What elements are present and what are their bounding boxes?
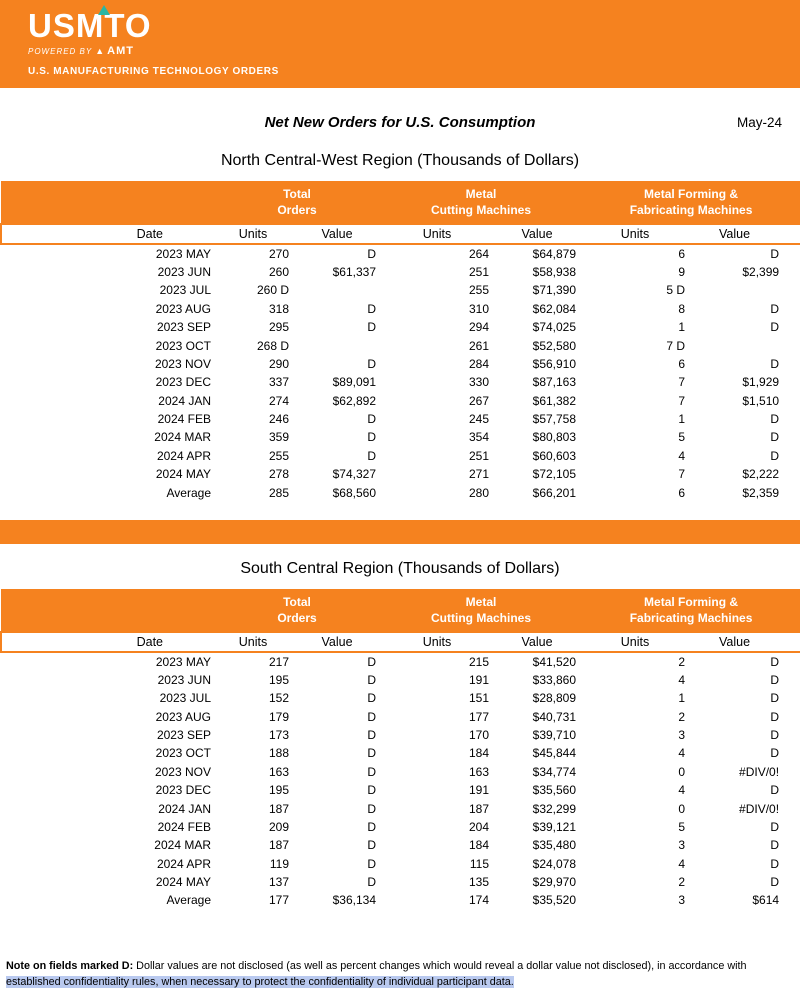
column-header-value: Value: [293, 632, 381, 652]
date-cell: 2024 MAY: [155, 467, 211, 482]
data-cell: D: [770, 247, 780, 262]
data-cell: 152: [268, 691, 289, 706]
group-header-spacer: [1, 181, 213, 224]
south-region-table: [0, 589, 800, 910]
date-cell: 2023 NOV: [154, 356, 211, 371]
table-row: [1, 689, 800, 707]
data-cell: 195: [268, 672, 289, 687]
data-cell: D: [367, 654, 377, 669]
table-row: [1, 318, 800, 336]
data-cell: $29,970: [532, 875, 577, 890]
column-header-value: Value: [293, 224, 381, 244]
data-cell: 294: [468, 320, 490, 335]
region-title-south: South Central Region (Thousands of Dollars): [240, 559, 560, 577]
data-cell: 5 D: [666, 283, 686, 298]
data-cell: $57,758: [532, 412, 577, 427]
data-cell: 330: [468, 375, 490, 390]
group-header-metal-forming: [581, 589, 800, 632]
data-cell: 204: [468, 819, 490, 834]
group-header-total-orders: [213, 181, 381, 224]
table-row: [1, 336, 800, 354]
title-row: [0, 114, 800, 136]
group-header-line: Metal: [465, 594, 497, 609]
data-cell: 318: [268, 301, 289, 316]
data-cell: D: [367, 727, 377, 742]
data-cell: 255: [268, 448, 289, 463]
data-cell: 0: [678, 764, 686, 779]
amt-triangle-icon: ▲: [95, 45, 105, 56]
data-cell: 9: [678, 264, 686, 279]
data-cell: #DIV/0!: [739, 801, 780, 816]
date-cell: 2023 SEP: [156, 727, 211, 742]
data-cell: 6: [678, 247, 686, 262]
data-cell: D: [770, 356, 780, 371]
table-row: [1, 263, 800, 281]
data-cell: $614: [752, 893, 780, 908]
date-cell: 2023 SEP: [156, 320, 211, 335]
data-cell: $1,929: [742, 375, 780, 390]
group-header-line: Metal: [465, 187, 497, 201]
group-header-line: Metal Forming &: [644, 187, 739, 201]
data-cell: 251: [468, 264, 490, 279]
data-cell: D: [770, 301, 780, 316]
data-cell: 268 D: [256, 338, 289, 353]
data-cell: 191: [468, 783, 490, 798]
date-cell: 2023 OCT: [155, 746, 211, 761]
data-cell: 1: [678, 691, 686, 706]
date-cell: 2024 JAN: [158, 393, 211, 408]
table-row: [1, 447, 800, 465]
data-cell: 179: [268, 709, 289, 724]
column-header-units: Units: [581, 224, 689, 244]
group-header-row: [1, 589, 800, 632]
date-cell: 2023 OCT: [155, 338, 211, 353]
data-cell: 7 D: [666, 338, 686, 353]
data-cell: 284: [468, 356, 490, 371]
data-cell: D: [770, 875, 780, 890]
data-cell: D: [367, 764, 377, 779]
data-cell: $40,731: [532, 709, 577, 724]
column-header-date: Date: [1, 632, 213, 652]
date-cell: 2023 MAY: [155, 247, 211, 262]
table-row: [1, 428, 800, 446]
date-cell: 2024 MAR: [154, 430, 211, 445]
data-cell: 115: [469, 856, 490, 871]
data-cell: $89,091: [332, 375, 377, 390]
date-cell: 2023 MAY: [155, 654, 211, 669]
data-cell: 137: [268, 875, 289, 890]
data-cell: D: [367, 746, 377, 761]
column-header-value: Value: [689, 632, 800, 652]
logo-accent-triangle-icon: [98, 5, 110, 15]
data-cell: 174: [468, 893, 490, 908]
data-cell: D: [770, 727, 780, 742]
data-cell: 4: [678, 448, 686, 463]
data-cell: 163: [468, 764, 490, 779]
data-cell: $2,359: [742, 485, 780, 500]
date-cell: 2023 NOV: [154, 764, 211, 779]
data-cell: 119: [269, 856, 289, 871]
data-cell: $72,105: [532, 467, 577, 482]
group-header-line: Fabricating Machines: [629, 203, 753, 218]
column-header-value: Value: [689, 224, 800, 244]
data-cell: D: [770, 691, 780, 706]
data-cell: [293, 281, 381, 299]
date-cell: 2023 JUN: [157, 264, 211, 279]
data-cell: $39,710: [532, 727, 577, 742]
data-cell: [689, 281, 800, 299]
column-header-units: Units: [381, 224, 493, 244]
data-cell: D: [367, 691, 377, 706]
table-row: [1, 392, 800, 410]
date-cell: 2023 JUL: [159, 283, 211, 298]
average-row: [1, 891, 800, 909]
data-cell: #DIV/0!: [739, 764, 780, 779]
data-cell: 215: [468, 654, 490, 669]
header-banner: [0, 0, 800, 88]
column-header-units: Units: [581, 632, 689, 652]
data-cell: $36,134: [332, 893, 377, 908]
data-cell: 8: [678, 301, 686, 316]
group-header-spacer: [1, 589, 213, 632]
date-cell: 2024 FEB: [157, 412, 211, 427]
data-cell: $24,078: [532, 856, 577, 871]
group-header-metal-cutting: [381, 589, 581, 632]
data-cell: $34,774: [532, 764, 577, 779]
data-cell: 195: [268, 783, 289, 798]
data-cell: D: [367, 819, 377, 834]
data-cell: 4: [678, 746, 686, 761]
data-cell: 337: [268, 375, 289, 390]
data-cell: D: [367, 247, 377, 262]
powered-by-label: POWERED BY: [28, 46, 93, 56]
data-cell: 267: [468, 393, 490, 408]
data-cell: $52,580: [532, 338, 577, 353]
date-cell: 2024 JAN: [158, 801, 211, 816]
note-line2-highlighted: established confidentiality rules, when necessary to protect the confidentiality of individual participant data.: [6, 976, 514, 989]
date-cell: 2023 DEC: [155, 375, 211, 390]
data-cell: 0: [678, 801, 686, 816]
data-cell: 217: [268, 654, 289, 669]
column-header-value: Value: [493, 632, 581, 652]
data-cell: D: [770, 819, 780, 834]
data-cell: 274: [268, 393, 289, 408]
group-header-line: Fabricating Machines: [629, 611, 753, 626]
note-line1: Dollar values are not disclosed (as well as percent changes which would reveal a dollar value not disclosed), in accordance with: [133, 959, 747, 972]
data-cell: 191: [468, 672, 490, 687]
data-cell: $87,163: [532, 375, 577, 390]
data-cell: 3: [678, 893, 686, 908]
date-cell: 2024 MAR: [154, 838, 211, 853]
data-cell: 7: [678, 375, 686, 390]
data-cell: D: [367, 448, 377, 463]
column-header-date: Date: [1, 224, 213, 244]
data-cell: $32,299: [532, 801, 577, 816]
data-cell: $1,510: [742, 393, 780, 408]
data-cell: D: [770, 320, 780, 335]
data-cell: 359: [268, 430, 289, 445]
table-row: [1, 652, 800, 670]
data-cell: 264: [468, 247, 490, 262]
data-cell: 187: [468, 801, 490, 816]
data-cell: D: [367, 412, 377, 427]
data-cell: $80,803: [532, 430, 577, 445]
column-header-value: Value: [493, 224, 581, 244]
data-cell: $60,603: [532, 448, 577, 463]
report-title: Net New Orders for U.S. Consumption: [264, 114, 536, 131]
data-cell: 173: [268, 727, 289, 742]
data-cell: $2,399: [742, 264, 780, 279]
usmto-logo-text: USMTO: [28, 7, 152, 44]
date-cell: Average: [166, 485, 211, 500]
data-cell: 5: [678, 819, 686, 834]
group-header-line: Orders: [277, 203, 317, 218]
data-cell: D: [367, 838, 377, 853]
data-cell: D: [367, 709, 377, 724]
group-header-line: Orders: [277, 611, 317, 626]
date-cell: 2024 FEB: [157, 819, 211, 834]
table-row: [1, 465, 800, 483]
data-cell: D: [770, 856, 780, 871]
region-title-north: North Central-West Region (Thousands of Dollars): [220, 152, 580, 169]
data-cell: D: [367, 875, 377, 890]
data-cell: D: [367, 783, 377, 798]
table-row: [1, 281, 800, 299]
data-cell: 260: [268, 264, 289, 279]
data-cell: 3: [678, 838, 686, 853]
data-cell: $35,480: [532, 838, 577, 853]
amt-logo-text: AMT: [107, 45, 134, 57]
data-cell: 135: [468, 875, 490, 890]
date-cell: 2023 DEC: [155, 783, 211, 798]
usmto-logo: [28, 9, 152, 42]
data-cell: $71,390: [532, 283, 577, 298]
group-header-line: Total: [283, 187, 311, 201]
data-cell: 246: [268, 412, 289, 427]
data-cell: D: [770, 672, 780, 687]
column-header-row: [1, 224, 800, 244]
data-cell: 187: [268, 838, 289, 853]
data-cell: D: [770, 448, 780, 463]
data-cell: 184: [468, 746, 490, 761]
table-row: [1, 818, 800, 836]
data-cell: 3: [678, 727, 686, 742]
section-separator-bar: [0, 520, 800, 544]
data-cell: 1: [678, 320, 686, 335]
date-cell: 2023 JUL: [159, 691, 211, 706]
table-row: [1, 671, 800, 689]
data-cell: D: [770, 838, 780, 853]
group-header-metal-cutting: [381, 181, 581, 224]
group-header-line: Cutting Machines: [431, 203, 532, 218]
table-row: [1, 244, 800, 262]
data-cell: $33,860: [532, 672, 577, 687]
table-row: [1, 410, 800, 428]
table-row: [1, 763, 800, 781]
group-header-line: Cutting Machines: [431, 611, 532, 626]
data-cell: [293, 336, 381, 354]
data-cell: $56,910: [532, 356, 577, 371]
table-row: [1, 836, 800, 854]
data-cell: 177: [268, 893, 289, 908]
data-cell: 2: [678, 654, 686, 669]
data-cell: 5: [678, 430, 686, 445]
data-cell: 2: [678, 709, 686, 724]
table-row: [1, 855, 800, 873]
data-cell: $64,879: [532, 247, 577, 262]
data-cell: $35,560: [532, 783, 577, 798]
data-cell: $61,382: [532, 393, 577, 408]
group-header-line: Metal Forming &: [644, 594, 739, 609]
data-cell: 184: [468, 838, 490, 853]
data-cell: $2,222: [742, 467, 780, 482]
data-cell: $61,337: [332, 264, 377, 279]
column-header-units: Units: [213, 632, 293, 652]
table-row: [1, 373, 800, 391]
date-cell: 2023 AUG: [155, 709, 211, 724]
data-cell: $62,892: [332, 393, 377, 408]
data-cell: $45,844: [532, 746, 577, 761]
data-cell: D: [770, 430, 780, 445]
data-cell: 163: [268, 764, 289, 779]
group-header-row: [1, 181, 800, 224]
data-cell: 1: [678, 412, 686, 427]
data-cell: $68,560: [332, 485, 377, 500]
data-cell: 4: [678, 783, 686, 798]
data-cell: 310: [468, 301, 490, 316]
note-lead: Note on fields marked D:: [6, 959, 134, 972]
data-cell: D: [770, 709, 780, 724]
data-cell: 177: [468, 709, 490, 724]
powered-by-amt: [28, 45, 800, 57]
data-cell: 209: [268, 819, 289, 834]
data-cell: $39,121: [532, 819, 577, 834]
data-cell: 187: [268, 801, 289, 816]
south-table-body: [1, 652, 800, 909]
data-cell: 255: [468, 283, 490, 298]
data-cell: 270: [268, 247, 289, 262]
data-cell: 245: [468, 412, 490, 427]
column-header-row: [1, 632, 800, 652]
data-cell: D: [367, 672, 377, 687]
data-cell: D: [367, 301, 377, 316]
column-header-units: Units: [381, 632, 493, 652]
confidentiality-note: [6, 958, 794, 991]
data-cell: D: [770, 654, 780, 669]
data-cell: $41,520: [532, 654, 577, 669]
data-cell: 280: [468, 485, 490, 500]
data-cell: 7: [678, 393, 686, 408]
date-cell: Average: [166, 893, 211, 908]
date-cell: 2023 JUN: [157, 672, 211, 687]
table-row: [1, 726, 800, 744]
data-cell: 354: [468, 430, 490, 445]
north-table-body: [1, 244, 800, 501]
data-cell: D: [770, 783, 780, 798]
data-cell: 285: [268, 485, 289, 500]
date-cell: 2023 AUG: [155, 301, 211, 316]
data-cell: $62,084: [532, 301, 577, 316]
date-cell: 2024 APR: [156, 856, 211, 871]
data-cell: $58,938: [532, 264, 577, 279]
data-cell: 188: [268, 746, 289, 761]
table-row: [1, 744, 800, 762]
data-cell: 6: [678, 485, 686, 500]
table-row: [1, 799, 800, 817]
data-cell: D: [367, 320, 377, 335]
data-cell: 4: [678, 856, 686, 871]
data-cell: 295: [268, 320, 289, 335]
data-cell: 261: [468, 338, 490, 353]
data-cell: 4: [678, 672, 686, 687]
data-cell: D: [367, 856, 377, 871]
table-row: [1, 707, 800, 725]
group-header-line: Total: [283, 594, 311, 609]
data-cell: 290: [268, 356, 289, 371]
data-cell: D: [367, 801, 377, 816]
data-cell: [689, 336, 800, 354]
data-cell: $74,327: [332, 467, 377, 482]
group-header-metal-forming: [581, 181, 800, 224]
data-cell: 170: [468, 727, 490, 742]
group-header-total-orders: [213, 589, 381, 632]
table-row: [1, 300, 800, 318]
data-cell: $35,520: [532, 893, 577, 908]
data-cell: 2: [678, 875, 686, 890]
date-cell: 2024 APR: [156, 448, 211, 463]
data-cell: 260 D: [256, 283, 289, 298]
column-header-units: Units: [213, 224, 293, 244]
data-cell: 6: [678, 356, 686, 371]
data-cell: D: [770, 746, 780, 761]
data-cell: 271: [468, 467, 490, 482]
table-row: [1, 355, 800, 373]
data-cell: D: [367, 356, 377, 371]
data-cell: 7: [678, 467, 686, 482]
data-cell: 151: [468, 691, 490, 706]
north-region-table: [0, 181, 800, 502]
data-cell: D: [367, 430, 377, 445]
table-row: [1, 781, 800, 799]
data-cell: $74,025: [532, 320, 577, 335]
data-cell: $28,809: [532, 691, 577, 706]
data-cell: 278: [268, 467, 289, 482]
data-cell: D: [770, 412, 780, 427]
date-cell: 2024 MAY: [155, 875, 211, 890]
table-row: [1, 873, 800, 891]
report-period: May-24: [736, 115, 782, 130]
average-row: [1, 483, 800, 501]
data-cell: $66,201: [532, 485, 577, 500]
data-cell: 251: [468, 448, 490, 463]
header-tagline: U.S. MANUFACTURING TECHNOLOGY ORDERS: [28, 66, 279, 77]
